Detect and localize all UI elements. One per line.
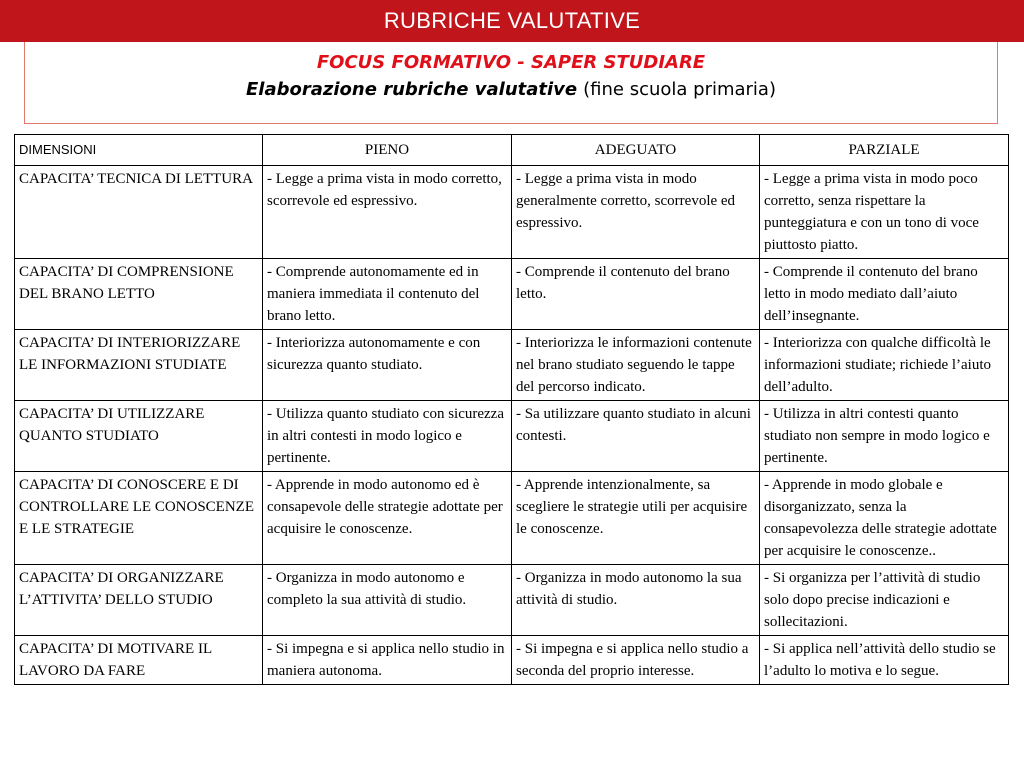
table-row xyxy=(15,472,1009,565)
row-dimension: CAPACITA’ TECNICA DI LETTURA xyxy=(15,166,263,259)
slide-title: RUBRICHE VALUTATIVE xyxy=(383,8,641,33)
cell-parziale: - Apprende in modo globale e disorganizzato, senza la consapevolezza delle strategie adottate per acquisire le conoscenze.. xyxy=(760,472,1009,565)
focus-title: FOCUS FORMATIVO - SAPER STUDIARE xyxy=(316,52,706,73)
header-parziale: PARZIALE xyxy=(760,135,1009,166)
cell-adeguato: - Legge a prima vista in modo generalmente corretto, scorrevole ed espressivo. xyxy=(512,166,760,259)
header-dimensioni: DIMENSIONI xyxy=(15,135,263,166)
cell-parziale: - Si applica nell’attività dello studio se l’adulto lo motiva e lo segue. xyxy=(760,636,1009,685)
cell-pieno: - Interiorizza autonomamente e con sicurezza quanto studiato. xyxy=(263,330,512,401)
rubric-table xyxy=(14,134,1009,685)
row-dimension: CAPACITA’ DI COMPRENSIONE DEL BRANO LETTO xyxy=(15,259,263,330)
focus-subtitle-bold: Elaborazione rubriche valutative xyxy=(246,79,578,100)
table-row xyxy=(15,166,1009,259)
cell-adeguato: - Si impegna e si applica nello studio a seconda del proprio interesse. xyxy=(512,636,760,685)
cell-adeguato: - Organizza in modo autonomo la sua attività di studio. xyxy=(512,565,760,636)
cell-pieno: - Utilizza quanto studiato con sicurezza in altri contesti in modo logico e pertinente. xyxy=(263,401,512,472)
cell-pieno: - Si impegna e si applica nello studio in maniera autonoma. xyxy=(263,636,512,685)
cell-pieno: - Legge a prima vista in modo corretto, scorrevole ed espressivo. xyxy=(263,166,512,259)
cell-adeguato: - Sa utilizzare quanto studiato in alcuni contesti. xyxy=(512,401,760,472)
table-row xyxy=(15,330,1009,401)
cell-adeguato: - Apprende intenzionalmente, sa scegliere le strategie utili per acquisire le conoscenze. xyxy=(512,472,760,565)
cell-pieno: - Comprende autonomamente ed in maniera immediata il contenuto del brano letto. xyxy=(263,259,512,330)
cell-adeguato: - Interiorizza le informazioni contenute nel brano studiato seguendo le tappe del percorso indicato. xyxy=(512,330,760,401)
row-dimension: CAPACITA’ DI ORGANIZZARE L’ATTIVITA’ DELLO STUDIO xyxy=(15,565,263,636)
focus-subtitle-normal: (fine scuola primaria) xyxy=(583,79,776,100)
table-header-row xyxy=(15,135,1009,166)
slide-title-bar xyxy=(0,0,1024,42)
row-dimension: CAPACITA’ DI UTILIZZARE QUANTO STUDIATO xyxy=(15,401,263,472)
row-dimension: CAPACITA’ DI CONOSCERE E DI CONTROLLARE LE CONOSCENZE E LE STRATEGIE xyxy=(15,472,263,565)
table-row xyxy=(15,401,1009,472)
table-row xyxy=(15,565,1009,636)
cell-parziale: - Si organizza per l’attività di studio solo dopo precise indicazioni e sollecitazioni. xyxy=(760,565,1009,636)
table-row xyxy=(15,636,1009,685)
cell-pieno: - Apprende in modo autonomo ed è consapevole delle strategie adottate per acquisire le conoscenze. xyxy=(263,472,512,565)
row-dimension: CAPACITA’ DI INTERIORIZZARE LE INFORMAZIONI STUDIATE xyxy=(15,330,263,401)
cell-parziale: - Utilizza in altri contesti quanto studiato non sempre in modo logico e pertinente. xyxy=(760,401,1009,472)
cell-parziale: - Legge a prima vista in modo poco corretto, senza rispettare la punteggiatura e con un tono di voce piuttosto piatto. xyxy=(760,166,1009,259)
cell-pieno: - Organizza in modo autonomo e completo la sua attività di studio. xyxy=(263,565,512,636)
cell-adeguato: - Comprende il contenuto del brano letto. xyxy=(512,259,760,330)
focus-box xyxy=(24,42,998,124)
focus-subtitle xyxy=(25,79,997,100)
header-adeguato: ADEGUATO xyxy=(512,135,760,166)
header-pieno: PIENO xyxy=(263,135,512,166)
cell-parziale: - Interiorizza con qualche difficoltà le informazioni studiate; richiede l’aiuto dell’adulto. xyxy=(760,330,1009,401)
table-row xyxy=(15,259,1009,330)
row-dimension: CAPACITA’ DI MOTIVARE IL LAVORO DA FARE xyxy=(15,636,263,685)
cell-parziale: - Comprende il contenuto del brano letto in modo mediato dall’aiuto dell’insegnante. xyxy=(760,259,1009,330)
